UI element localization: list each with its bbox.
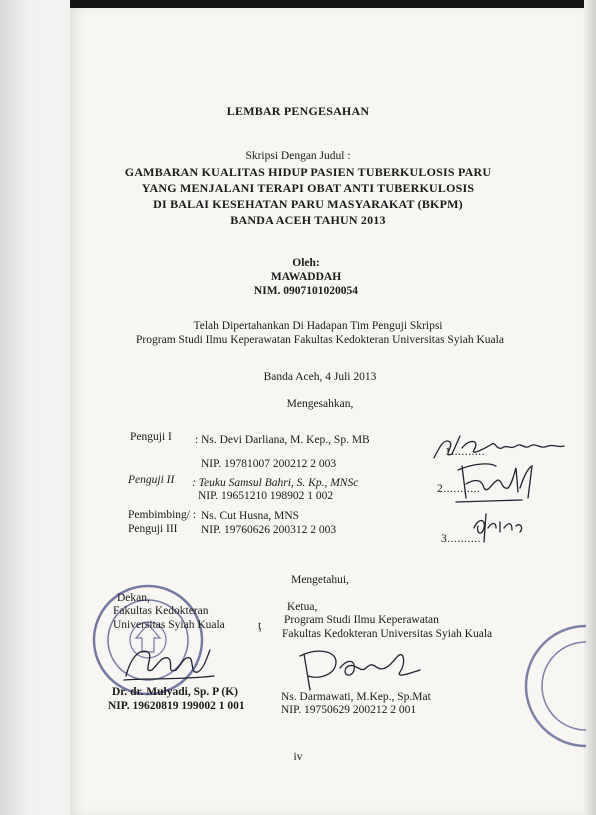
signature-examiner-3: [468, 508, 528, 544]
dean-university: Universitas Syiah Kuala: [113, 619, 225, 631]
examiner-1-name: : Ns. Devi Darliana, M. Kep., Sp. MB: [195, 434, 370, 446]
subtitle: Skripsi Dengan Judul :: [245, 150, 351, 162]
defended-line-2: Program Studi Ilmu Keperawatan Fakultas Kedokteran Universitas Syiah Kuala: [136, 334, 504, 346]
examiner-3-role-line-1: Pembimbing/ :: [128, 509, 197, 521]
head-nip: NIP. 19750629 200212 2 001: [281, 704, 417, 716]
place-date: Banda Aceh, 4 Juli 2013: [263, 371, 377, 383]
examiner-3-role-line-2: Penguji III: [128, 523, 178, 535]
examiner-2-name: : Teuku Samsul Bahri, S. Kp., MNSc: [192, 477, 359, 489]
sign-line-1: 1..........: [445, 446, 485, 458]
scan-border-top: [0, 0, 596, 8]
dean-title: Dekan,: [117, 592, 150, 604]
author-name: MAWADDAH: [270, 271, 342, 283]
thesis-title-line-3: DI BALAI KESEHATAN PARU MASYARAKAT (BKPM): [153, 197, 463, 211]
by-label: Oleh:: [292, 257, 320, 269]
examiner-3-nip: NIP. 19760626 200312 2 003: [201, 524, 337, 536]
dean-faculty: Fakultas Kedokteran: [113, 605, 209, 617]
signature-examiner-2: [452, 458, 542, 504]
sign-line-3: 3..........: [441, 533, 481, 545]
head-title: Ketua,: [287, 601, 318, 613]
defended-line-1: Telah Dipertahankan Di Hadapan Tim Penguji Skripsi: [193, 320, 443, 332]
examiner-2-role: Penguji II: [128, 474, 175, 486]
examiner-1-role: Penguji I: [130, 431, 172, 443]
page-heading: LEMBAR PENGESAHAN: [226, 104, 370, 118]
thesis-title-line-2: YANG MENJALANI TERAPI OBAT ANTI TUBERKULOSIS: [141, 181, 475, 195]
signature-dean: [118, 640, 218, 686]
examiner-1-nip: NIP. 19781007 200212 2 003: [201, 458, 337, 470]
examiner-2-nip: NIP. 19651210 198902 1 002: [198, 490, 334, 502]
sign-number-3: 3.: [441, 533, 451, 545]
sign-number-2: 2.: [437, 483, 447, 495]
thesis-title-line-4: BANDA ACEH TAHUN 2013: [230, 213, 386, 227]
sign-line-2: 2...........: [437, 483, 481, 495]
approved-label: Mengesahkan,: [286, 398, 354, 410]
signature-head: [296, 644, 426, 694]
author-nim: NIM. 0907101020054: [253, 285, 359, 297]
known-label: Mengetahui,: [291, 574, 349, 586]
program-stamp-icon: [520, 600, 586, 760]
dean-university-suffix: ţ: [258, 620, 262, 632]
thesis-title-line-1: GAMBARAN KUALITAS HIDUP PASIEN TUBERKULOSIS PARU: [124, 165, 492, 179]
examiner-3-name: Ns. Cut Husna, MNS: [201, 510, 300, 522]
dean-nip: NIP. 19620819 199002 1 001: [108, 700, 245, 712]
dean-name: Dr. dr. Mulyadi, Sp. P (K): [112, 686, 238, 698]
head-name: Ns. Darmawati, M.Kep., Sp.Mat: [281, 691, 431, 703]
sign-number-1: 1.: [445, 446, 455, 458]
head-program: Program Studi Ilmu Keperawatan: [284, 614, 439, 626]
head-faculty: Fakultas Kedokteran Universitas Syiah Kuala: [282, 628, 493, 640]
page-number: iv: [293, 751, 303, 763]
